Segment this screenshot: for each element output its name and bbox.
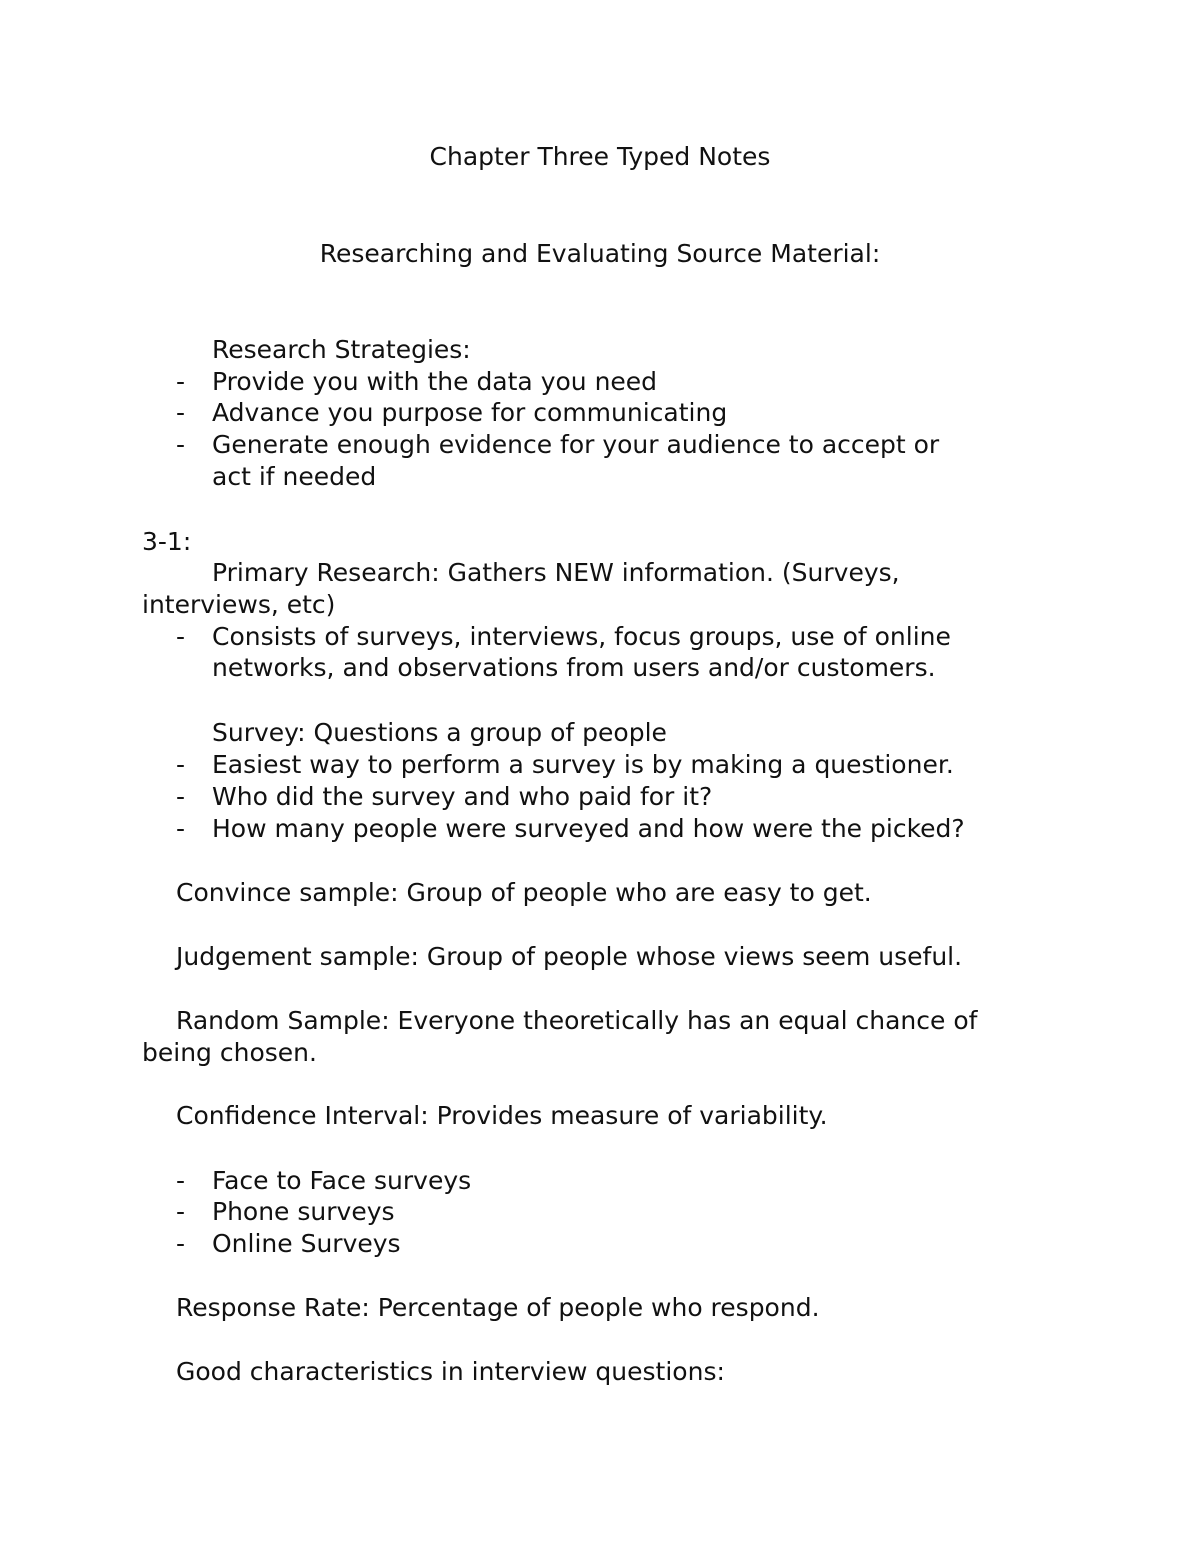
survey-heading: Survey: Questions a group of people [212, 718, 667, 747]
survey-type-item: Face to Face surveys [212, 1166, 472, 1195]
research-strategy-item: Provide you with the data you need [212, 367, 658, 396]
response-rate-definition: Response Rate: Percentage of people who respond. [176, 1293, 820, 1322]
research-strategy-item: Advance you purpose for communicating [212, 398, 728, 427]
primary-research-definition: Primary Research: Gathers NEW information. (Surveys, [212, 558, 900, 587]
primary-research-item: Consists of surveys, interviews, focus groups, use of online [212, 622, 951, 651]
bullet-dash: - [176, 1229, 186, 1258]
bullet-dash: - [176, 430, 186, 459]
random-sample-definition-continued: being chosen. [142, 1038, 317, 1067]
section-label: 3-1: [142, 527, 192, 556]
bullet-dash: - [176, 1197, 186, 1226]
bullet-dash: - [176, 367, 186, 396]
primary-research-definition-continued: interviews, etc) [142, 590, 336, 619]
confidence-interval-definition: Confidence Interval: Provides measure of variability. [176, 1101, 828, 1130]
bullet-dash: - [176, 622, 186, 651]
bullet-dash: - [176, 1166, 186, 1195]
bullet-dash: - [176, 782, 186, 811]
survey-item: Who did the survey and who paid for it? [212, 782, 713, 811]
random-sample-definition: Random Sample: Everyone theoretically has an equal chance of [176, 1006, 978, 1035]
bullet-dash: - [176, 750, 186, 779]
good-characteristics-heading: Good characteristics in interview questions: [176, 1357, 725, 1386]
convince-sample-definition: Convince sample: Group of people who are easy to get. [176, 878, 872, 907]
page-title: Chapter Three Typed Notes [429, 142, 771, 171]
survey-item: Easiest way to perform a survey is by making a questioner. [212, 750, 954, 779]
page-subtitle: Researching and Evaluating Source Material: [319, 239, 881, 268]
research-strategy-item-continued: act if needed [212, 462, 377, 491]
research-strategy-item: Generate enough evidence for your audience to accept or [212, 430, 940, 459]
research-strategies-heading: Research Strategies: [212, 335, 471, 364]
survey-type-item: Online Surveys [212, 1229, 401, 1258]
primary-research-item-continued: networks, and observations from users and/or customers. [212, 653, 936, 682]
bullet-dash: - [176, 398, 186, 427]
survey-item: How many people were surveyed and how were the picked? [212, 814, 965, 843]
bullet-dash: - [176, 814, 186, 843]
survey-type-item: Phone surveys [212, 1197, 395, 1226]
judgement-sample-definition: Judgement sample: Group of people whose views seem useful. [176, 942, 963, 971]
